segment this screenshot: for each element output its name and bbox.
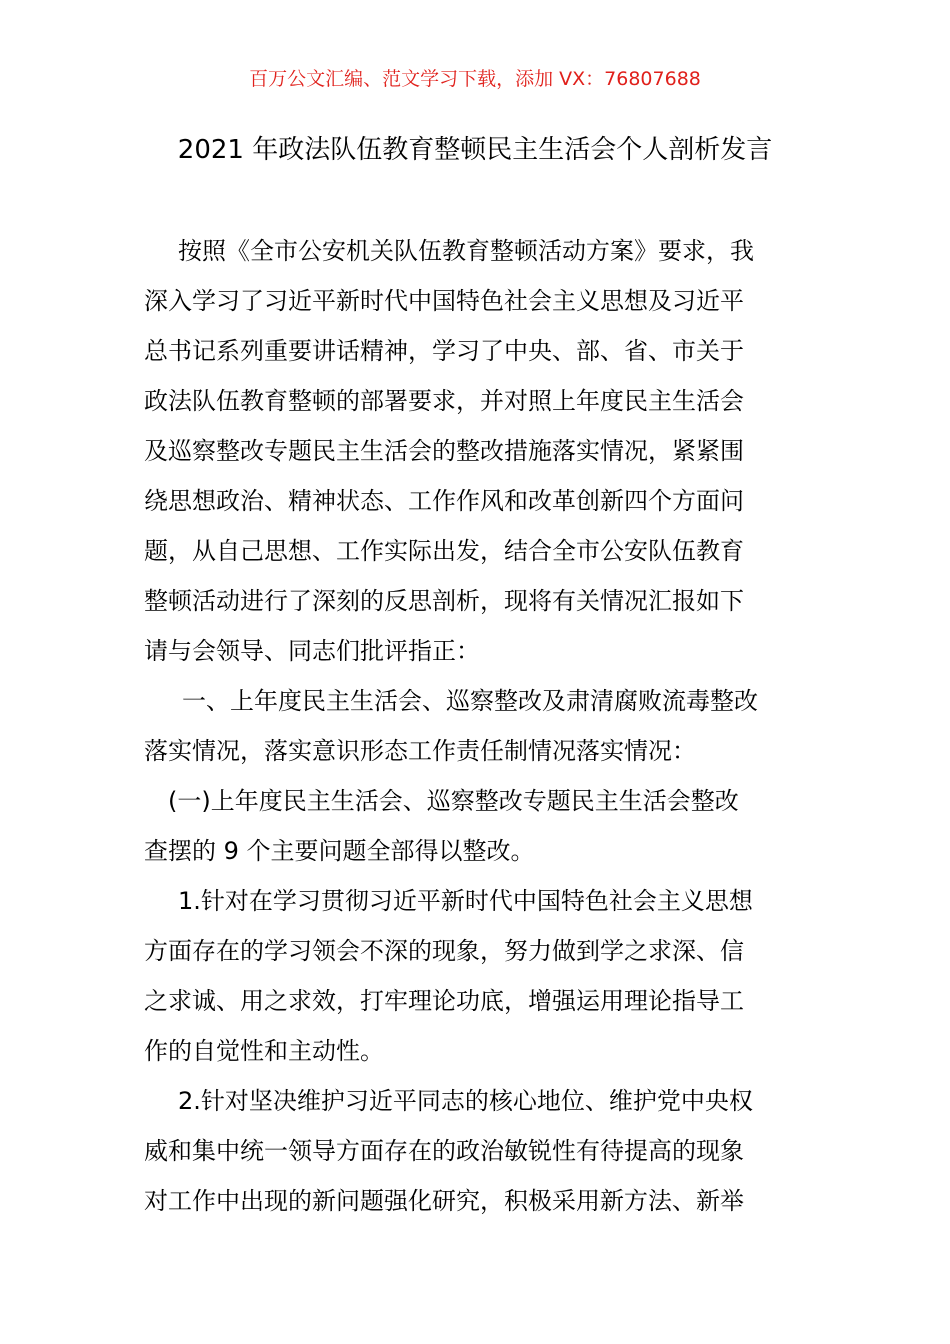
paragraph-line: 绕思想政治、精神状态、工作作风和改革创新四个方面问 <box>144 487 744 515</box>
download-notice: 百万公文汇编、范文学习下载，添加 VX：76807688 <box>249 68 701 90</box>
list-item-line: 作的自觉性和主动性。 <box>144 1037 384 1065</box>
paragraph-line: 整顿活动进行了深刻的反思剖析，现将有关情况汇报如下 <box>144 587 744 615</box>
list-item-line: 方面存在的学习领会不深的现象，努力做到学之求深、信 <box>144 937 744 965</box>
paragraph-line: 及巡察整改专题民主生活会的整改措施落实情况，紧紧围 <box>144 437 744 465</box>
section-heading-line: 落实情况，落实意识形态工作责任制情况落实情况： <box>144 737 696 765</box>
page-title: 2021 年政法队伍教育整顿民主生活会个人剖析发言 <box>177 135 773 165</box>
list-item-line: 对工作中出现的新问题强化研究，积极采用新方法、新举 <box>144 1187 744 1215</box>
list-item-line: 1.针对在学习贯彻习近平新时代中国特色社会主义思想 <box>178 887 753 915</box>
list-item-line: 威和集中统一领导方面存在的政治敏锐性有待提高的现象 <box>144 1137 744 1165</box>
paragraph-line: 请与会领导、同志们批评指正： <box>144 637 480 665</box>
subsection-heading-line: 查摆的 9 个主要问题全部得以整改。 <box>144 837 535 865</box>
paragraph-line: 深入学习了习近平新时代中国特色社会主义思想及习近平 <box>144 287 744 315</box>
list-item-line: 之求诚、用之求效，打牢理论功底，增强运用理论指导工 <box>144 987 744 1015</box>
subsection-heading-line: (一)上年度民主生活会、巡察整改专题民主生活会整改 <box>168 787 739 815</box>
paragraph-line: 题，从自己思想、工作实际出发，结合全市公安队伍教育 <box>144 537 744 565</box>
paragraph-line: 按照《全市公安机关队伍教育整顿活动方案》要求，我 <box>178 237 754 265</box>
list-item-line: 2.针对坚决维护习近平同志的核心地位、维护党中央权 <box>178 1087 753 1115</box>
document-body <box>144 226 808 1226</box>
paragraph-line: 总书记系列重要讲话精神，学习了中央、部、省、市关于 <box>144 337 744 365</box>
section-heading-line: 一、上年度民主生活会、巡察整改及肃清腐败流毒整改 <box>182 687 758 715</box>
paragraph-line: 政法队伍教育整顿的部署要求，并对照上年度民主生活会 <box>144 387 744 415</box>
